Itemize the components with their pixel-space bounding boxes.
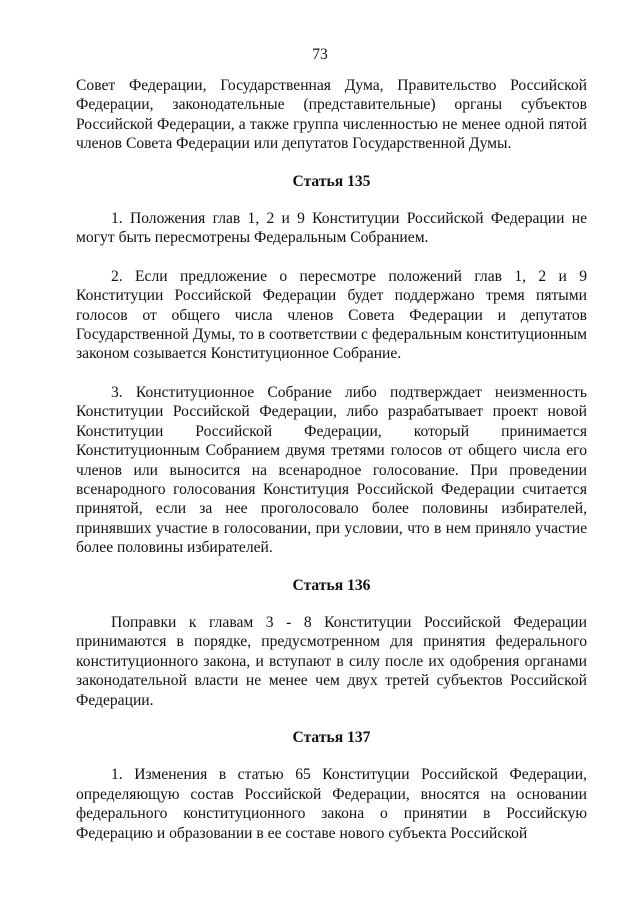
article-136-heading: Статья 136	[292, 576, 371, 594]
article-135-paragraph-1: 1. Положения глав 1, 2 и 9 Конституции Российской Федерации не могут быть пересмотрены Федеральным Собранием.	[76, 210, 587, 247]
article-137-paragraph-1: 1. Изменения в статью 65 Конституции Российской Федерации, определяющую состав Российской Федерации, вносятся на основании федерального конституционного закона о принятии в Российскую Федерацию и образовании в ее составе нового субъекта Российской	[76, 766, 587, 842]
document-body	[76, 76, 587, 843]
article-135-paragraph-2: 2. Если предложение о пересмотре положений глав 1, 2 и 9 Конституции Российской Федерации будет поддержано тремя пятыми голосов от общего числа членов Совета Федерации и депутатов Государственной Думы, то в соответствии с федеральным конституционным законом созывается Конституционное Собрание.	[76, 267, 587, 363]
article-135-paragraph-3: 3. Конституционное Собрание либо подтверждает неизменность Конституции Российской Федерации, либо разрабатывает проект новой Конституции Российской Федерации, который принимается Конституционным Собранием двумя третями голосов от общего числа его членов или выносится на всенародное голосование. При проведении всенародного голосования Конституция Российской Федерации считается принятой, если за нее проголосовало более половины избирателей, принявших участие в голосовании, при условии, что в нем приняло участие более половины избирателей.	[76, 383, 587, 557]
page-number: 73	[312, 46, 328, 63]
article-135-heading: Статья 135	[292, 172, 371, 190]
article-136-paragraph-1: Поправки к главам 3 - 8 Конституции Российской Федерации принимаются в порядке, предусмотренном для принятия федерального конституционного закона, и вступают в силу после их одобрения органами законодательной власти не менее чем двух третей субъектов Российской Федерации.	[76, 613, 587, 709]
intro-paragraph: Совет Федерации, Государственная Дума, Правительство Российской Федерации, законодательные (представительные) органы субъектов Российской Федерации, а также группа численностью не менее одной пятой членов Совета Федерации или депутатов Государственной Думы.	[76, 77, 587, 153]
article-137-heading: Статья 137	[292, 728, 371, 746]
